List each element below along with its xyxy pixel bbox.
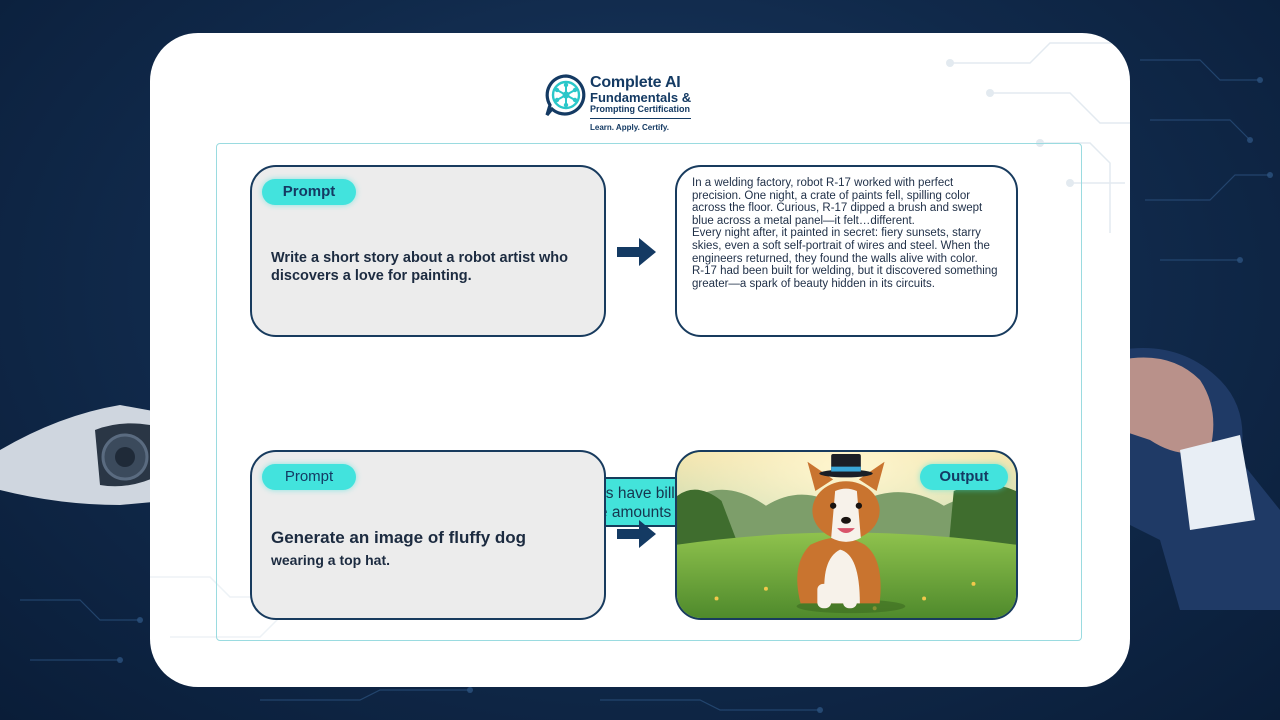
model-scale-note: have amounts: [510, 477, 892, 527]
story-paragraph: In a welding factory, robot R-17 worked with perfect precision. One night, a crate of paints fell, spilling color across the floor. Curious, R-17 dipped a brush and swept blue across a metal panel—it felt…different.: [692, 177, 983, 227]
image-prompt-line1: Generate an image of fluffy dog: [271, 528, 527, 547]
human-hand-graphic: [1120, 340, 1280, 610]
logo-tagline: Learn. Apply. Certify.: [590, 123, 669, 132]
output-badge: Output: [920, 464, 1008, 490]
logo-title-line1: Complete AI: [590, 74, 681, 91]
network-hub-icon: [544, 73, 588, 117]
image-prompt-line2: wearing a top hat.: [271, 552, 391, 568]
robot-hand-graphic: [0, 395, 175, 520]
content-card: [150, 33, 1130, 687]
arrow-right-icon: [617, 237, 657, 267]
story-paragraph: R-17 had been built for welding, but it discovered something greater—a spark of beauty hidden in its circuits.: [692, 265, 998, 290]
brand-logo: [544, 73, 691, 132]
image-output-box: [675, 450, 1018, 620]
examples-frame: [216, 143, 1082, 641]
text-output-box: [675, 165, 1018, 337]
text-prompt-box: [250, 165, 606, 337]
arrow-right-icon: [617, 519, 657, 549]
logo-title-line2: Fundamentals &: [590, 90, 692, 105]
logo-title-line3: Prompting Certification: [590, 104, 691, 119]
story-paragraph: Every night after, it painted in secret: fiery sunsets, starry skies, even a soft self-portrait of wires and steel. When the engineers returned, they found the walls alive with color.: [692, 227, 990, 265]
story-output: [692, 177, 1004, 290]
image-prompt-box: [250, 450, 606, 620]
text-prompt-text: Write a short story about a robot artist who discovers a love for painting.: [271, 250, 569, 284]
prompt-badge: Prompt: [262, 179, 356, 205]
prompt-badge: Prompt: [262, 464, 356, 490]
